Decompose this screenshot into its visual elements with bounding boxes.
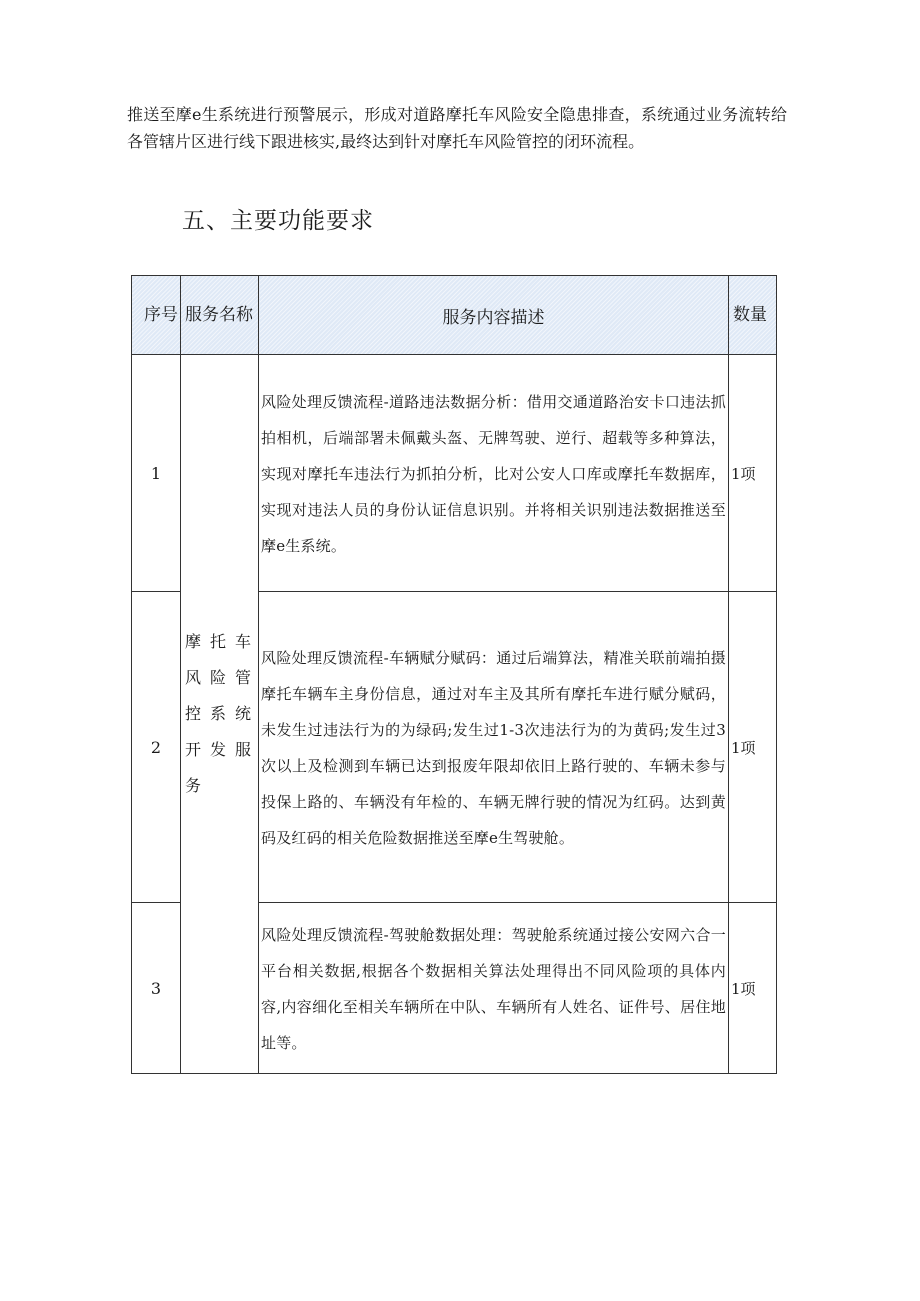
row-qty: 1项 <box>729 592 777 903</box>
section-title: 五、主要功能要求 <box>182 208 374 234</box>
intro-paragraph: 推送至摩e生系统进行预警展示，形成对道路摩托车风险安全隐患排查，系统通过业务流转给各管辖片区进行线下跟进核实,最终达到针对摩托车风险管控的闭环流程。 <box>127 105 787 151</box>
row-desc: 风险处理反馈流程-驾驶舱数据处理：驾驶舱系统通过接公安网六合一平台相关数据,根据各个数据相关算法处理得出不同风险项的具体内容,内容细化至相关车辆所在中队、车辆所有人姓名、证件号、居住地址等。 <box>259 903 729 1074</box>
row-seq: 2 <box>132 592 181 903</box>
table-row <box>132 355 777 592</box>
row-desc: 风险处理反馈流程-车辆赋分赋码：通过后端算法，精准关联前端拍摄摩托车辆车主身份信息，通过对车主及其所有摩托车进行赋分赋码，未发生过违法行为的为绿码;发生过1-3次违法行为的为黄码;发生过3次以上及检测到车辆已达到报废年限却依旧上路行驶的、车辆未参与投保上路的、车辆没有年检的、车辆无牌行驶的情况为红码。达到黄码及红码的相关危险数据推送至摩e生驾驶舱。 <box>259 592 729 903</box>
function-requirements-table <box>131 275 777 1074</box>
row-seq: 1 <box>132 355 181 592</box>
header-seq: 序号 <box>132 276 181 355</box>
header-service-desc: 服务内容描述 <box>259 276 729 355</box>
header-quantity: 数量 <box>729 276 777 355</box>
table-header-row <box>132 276 777 355</box>
row-qty: 1项 <box>729 355 777 592</box>
service-name-cell: 摩托车风险管控系统开发服务 <box>181 355 259 1074</box>
row-qty: 1项 <box>729 903 777 1074</box>
row-desc: 风险处理反馈流程-道路违法数据分析：借用交通道路治安卡口违法抓拍相机，后端部署未佩戴头盔、无牌驾驶、逆行、超载等多种算法，实现对摩托车违法行为抓拍分析，比对公安人口库或摩托车数据库，实现对违法人员的身份认证信息识别。并将相关识别违法数据推送至摩e生系统。 <box>259 355 729 592</box>
row-seq: 3 <box>132 903 181 1074</box>
header-service-name: 服务名称 <box>181 276 259 355</box>
